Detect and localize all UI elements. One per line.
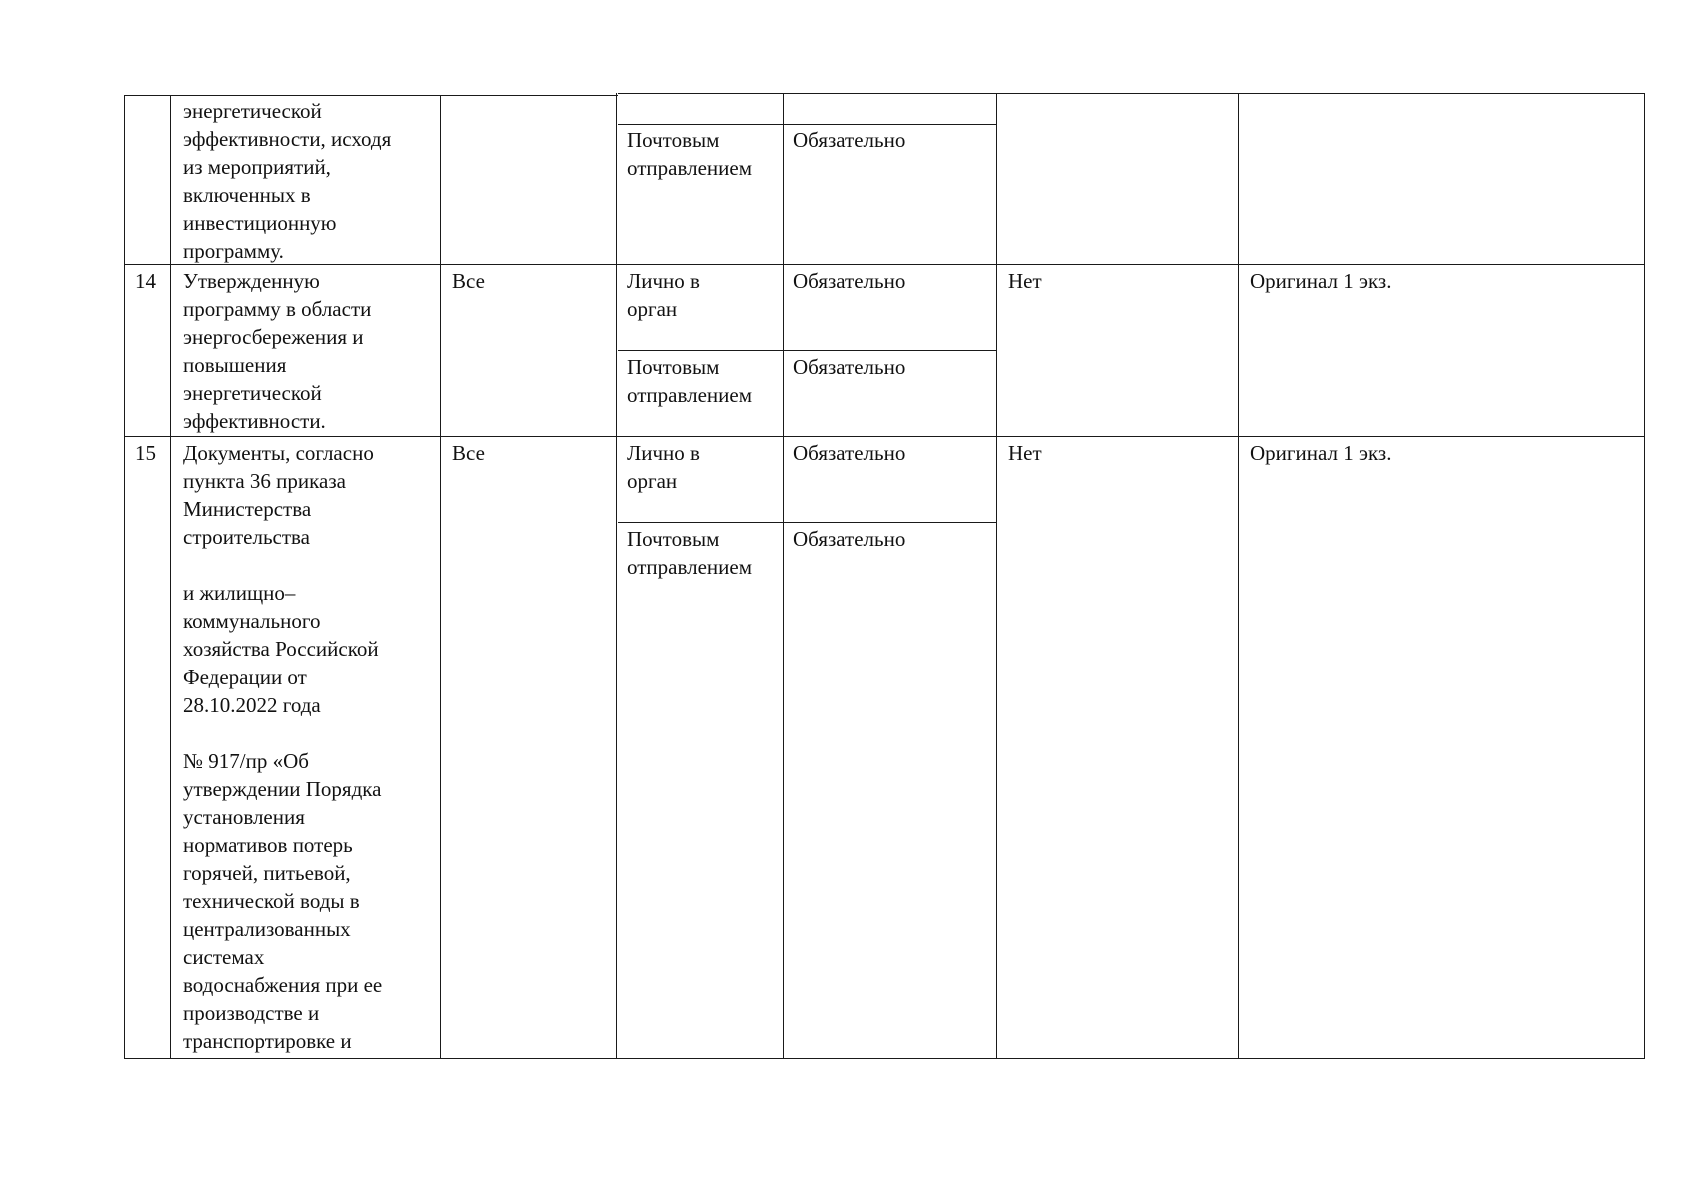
- requirement-cell: Обязательно: [793, 269, 906, 293]
- document-description-cell: Утвержденную программу в области энергосбережения и повышения энергетической эффективности.: [183, 269, 372, 433]
- document-description-cell: Документы, согласно пункта 36 приказа Министерства строительства и жилищно– коммунального хозяйства Российской Федерации от 28.10.2022 года № 917/пр «Об утверждении Порядка установления нормативов потерь горячей, питьевой, технической воды в централизованных системах водоснабжения при ее производстве и транспортировке и: [183, 441, 383, 1053]
- submission-method-cell: Лично в орган: [627, 269, 700, 321]
- requirement-cell: Обязательно: [793, 355, 906, 379]
- document-description-cell: энергетической эффективности, исходя из мероприятий, включенных в инвестиционную программу.: [183, 99, 392, 263]
- document-form-cell: Оригинал 1 экз.: [1250, 441, 1392, 465]
- submission-method-cell: Почтовым отправлением: [627, 527, 752, 579]
- row-number-cell: 14: [135, 269, 156, 293]
- requirement-cell: Обязательно: [793, 128, 906, 152]
- submission-method-cell: Почтовым отправлением: [627, 128, 752, 180]
- requirement-cell: Обязательно: [793, 527, 906, 551]
- applicants-cell: Все: [452, 269, 485, 293]
- interagency-request-cell: Нет: [1008, 441, 1042, 465]
- interagency-request-cell: Нет: [1008, 269, 1042, 293]
- applicants-cell: Все: [452, 441, 485, 465]
- document-form-cell: Оригинал 1 экз.: [1250, 269, 1392, 293]
- submission-method-cell: Лично в орган: [627, 441, 700, 493]
- requirement-cell: Обязательно: [793, 441, 906, 465]
- row-number-cell: 15: [135, 441, 156, 465]
- submission-method-cell: Почтовым отправлением: [627, 355, 752, 407]
